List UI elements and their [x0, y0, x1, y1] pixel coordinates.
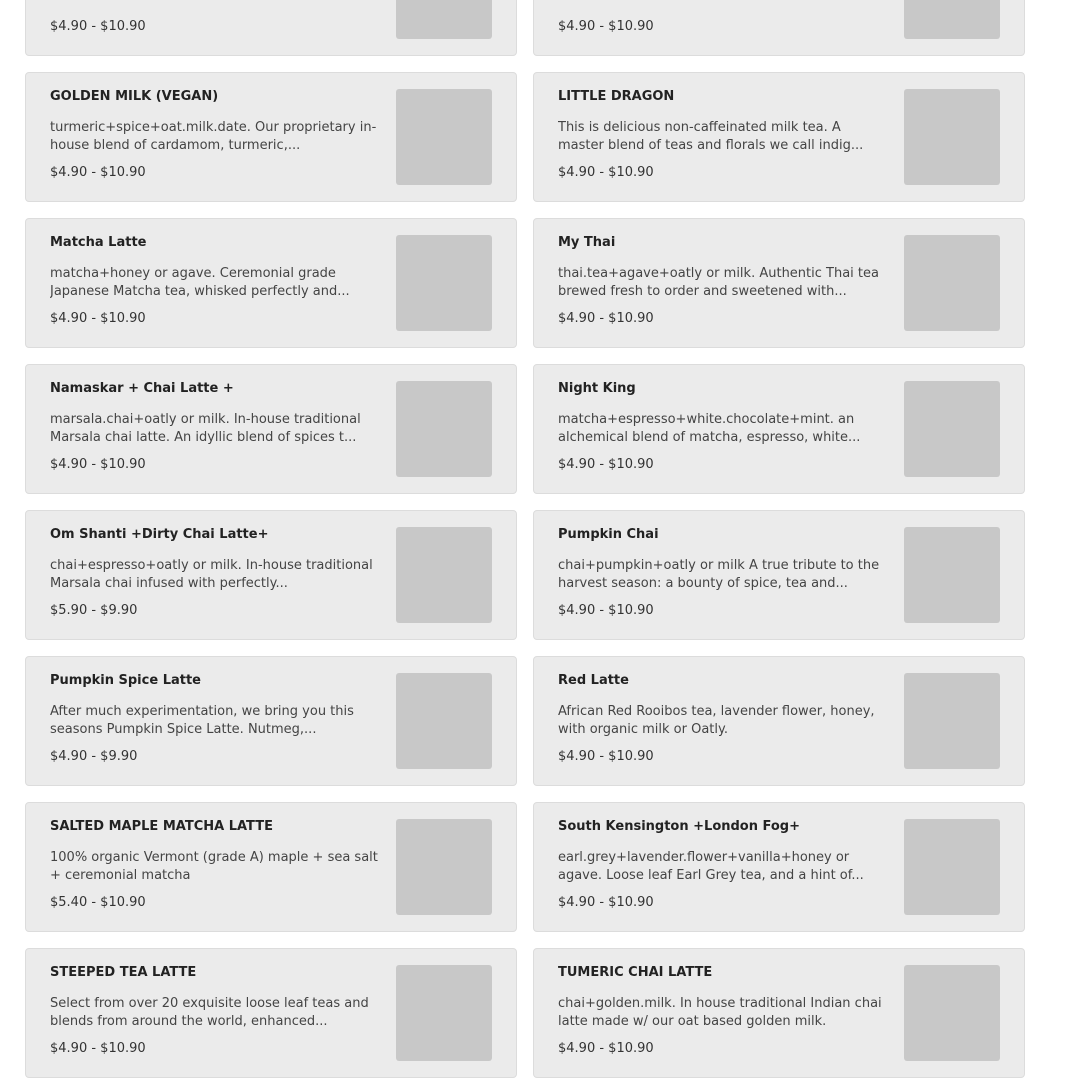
menu-item-price: $4.90 - $10.90 — [558, 165, 654, 180]
menu-item-image-placeholder — [396, 235, 492, 331]
menu-item-title: Red Latte — [558, 673, 629, 688]
menu-item-card[interactable] — [25, 948, 517, 1078]
menu-item-description: African Red Rooibos tea, lavender flower, honey, with organic milk or Oatly. — [558, 704, 875, 737]
menu-item-image-placeholder — [904, 89, 1000, 185]
menu-item-card[interactable] — [25, 72, 517, 202]
menu-item-image-placeholder — [396, 527, 492, 623]
menu-item-image-placeholder — [396, 673, 492, 769]
menu-item-price: $4.90 - $10.90 — [558, 1041, 654, 1056]
menu-item-price: $4.90 - $10.90 — [50, 165, 146, 180]
menu-item-image-placeholder — [904, 235, 1000, 331]
menu-item-description: thai.tea+agave+oatly or milk. Authentic Thai tea brewed fresh to order and sweetened with... — [558, 266, 879, 299]
menu-item-price: $4.90 - $10.90 — [558, 603, 654, 618]
menu-item-title: STEEPED TEA LATTE — [50, 965, 197, 980]
menu-item-card[interactable] — [533, 510, 1025, 640]
menu-item-price: $4.90 - $10.90 — [50, 19, 146, 34]
menu-item-card[interactable] — [533, 72, 1025, 202]
menu-item-description: chai+pumpkin+oatly or milk A true tribute to the harvest season: a bounty of spice, tea and... — [558, 558, 880, 591]
menu-item-image-placeholder — [396, 0, 492, 39]
menu-item-image-placeholder — [396, 819, 492, 915]
menu-item-title: My Thai — [558, 235, 616, 250]
menu-item-description: Select from over 20 exquisite loose leaf teas and blends from around the world, enhanced... — [50, 996, 369, 1029]
menu-item-price: $5.90 - $9.90 — [50, 603, 138, 618]
menu-item-title: Night King — [558, 381, 636, 396]
menu-item-description: marsala.chai+oatly or milk. In-house traditional Marsala chai latte. An idyllic blend of spices t... — [50, 412, 361, 445]
menu-item-price: $4.90 - $9.90 — [50, 749, 138, 764]
menu-item-price: $4.90 - $10.90 — [50, 457, 146, 472]
menu-item-title: LITTLE DRAGON — [558, 89, 675, 104]
menu-item-image-placeholder — [396, 89, 492, 185]
menu-item-image-placeholder — [904, 819, 1000, 915]
menu-item-card[interactable] — [25, 656, 517, 786]
menu-item-description: This is delicious non-caffeinated milk tea. A master blend of teas and florals we call indig... — [558, 120, 864, 153]
menu-item-image-placeholder — [396, 381, 492, 477]
menu-item-price: $4.90 - $10.90 — [558, 749, 654, 764]
menu-item-price: $4.90 - $10.90 — [558, 457, 654, 472]
menu-item-card[interactable] — [25, 0, 517, 56]
menu-item-description: After much experimentation, we bring you this seasons Pumpkin Spice Latte. Nutmeg,... — [50, 704, 354, 737]
menu-item-image-placeholder — [904, 0, 1000, 39]
menu-item-title: Pumpkin Chai — [558, 527, 659, 542]
menu-item-card[interactable] — [25, 510, 517, 640]
menu-item-card[interactable] — [533, 364, 1025, 494]
menu-item-card[interactable] — [533, 656, 1025, 786]
menu-item-price: $4.90 - $10.90 — [50, 1041, 146, 1056]
menu-item-card[interactable] — [533, 948, 1025, 1078]
menu-item-card[interactable] — [25, 218, 517, 348]
menu-item-price: $4.90 - $10.90 — [558, 19, 654, 34]
menu-item-description: chai+espresso+oatly or milk. In-house traditional Marsala chai infused with perfectly... — [50, 558, 373, 591]
menu-item-description: matcha+espresso+white.chocolate+mint. an alchemical blend of matcha, espresso, white... — [558, 412, 861, 445]
menu-item-title: GOLDEN MILK (VEGAN) — [50, 89, 219, 104]
menu-item-image-placeholder — [904, 965, 1000, 1061]
menu-item-description: turmeric+spice+oat.milk.date. Our proprietary in-house blend of cardamom, turmeric,... — [50, 120, 377, 153]
menu-item-image-placeholder — [904, 673, 1000, 769]
menu-item-title: SALTED MAPLE MATCHA LATTE — [50, 819, 273, 834]
menu-item-description: chai+golden.milk. In house traditional Indian chai latte made w/ our oat based golden milk. — [558, 996, 882, 1029]
menu-item-title: Namaskar + Chai Latte + — [50, 381, 234, 396]
menu-item-card[interactable] — [533, 0, 1025, 56]
menu-item-card[interactable] — [533, 218, 1025, 348]
menu-item-price: $5.40 - $10.90 — [50, 895, 146, 910]
menu-item-description: earl.grey+lavender.flower+vanilla+honey or agave. Loose leaf Earl Grey tea, and a hint of... — [558, 850, 864, 883]
menu-item-title: South Kensington +London Fog+ — [558, 819, 801, 834]
menu-item-image-placeholder — [904, 527, 1000, 623]
menu-item-card[interactable] — [25, 802, 517, 932]
menu-item-image-placeholder — [904, 381, 1000, 477]
menu-item-image-placeholder — [396, 965, 492, 1061]
menu-item-title: Om Shanti +Dirty Chai Latte+ — [50, 527, 269, 542]
menu-item-card[interactable] — [25, 364, 517, 494]
menu-item-title: Matcha Latte — [50, 235, 147, 250]
menu-item-title: TUMERIC CHAI LATTE — [558, 965, 713, 980]
menu-item-card[interactable] — [533, 802, 1025, 932]
menu-item-title: Pumpkin Spice Latte — [50, 673, 201, 688]
menu-item-price: $4.90 - $10.90 — [558, 895, 654, 910]
menu-item-description: matcha+honey or agave. Ceremonial grade Japanese Matcha tea, whisked perfectly and... — [50, 266, 350, 299]
menu-item-description: 100% organic Vermont (grade A) maple + sea salt + ceremonial matcha — [50, 850, 378, 883]
menu-item-price: $4.90 - $10.90 — [558, 311, 654, 326]
menu-item-price: $4.90 - $10.90 — [50, 311, 146, 326]
